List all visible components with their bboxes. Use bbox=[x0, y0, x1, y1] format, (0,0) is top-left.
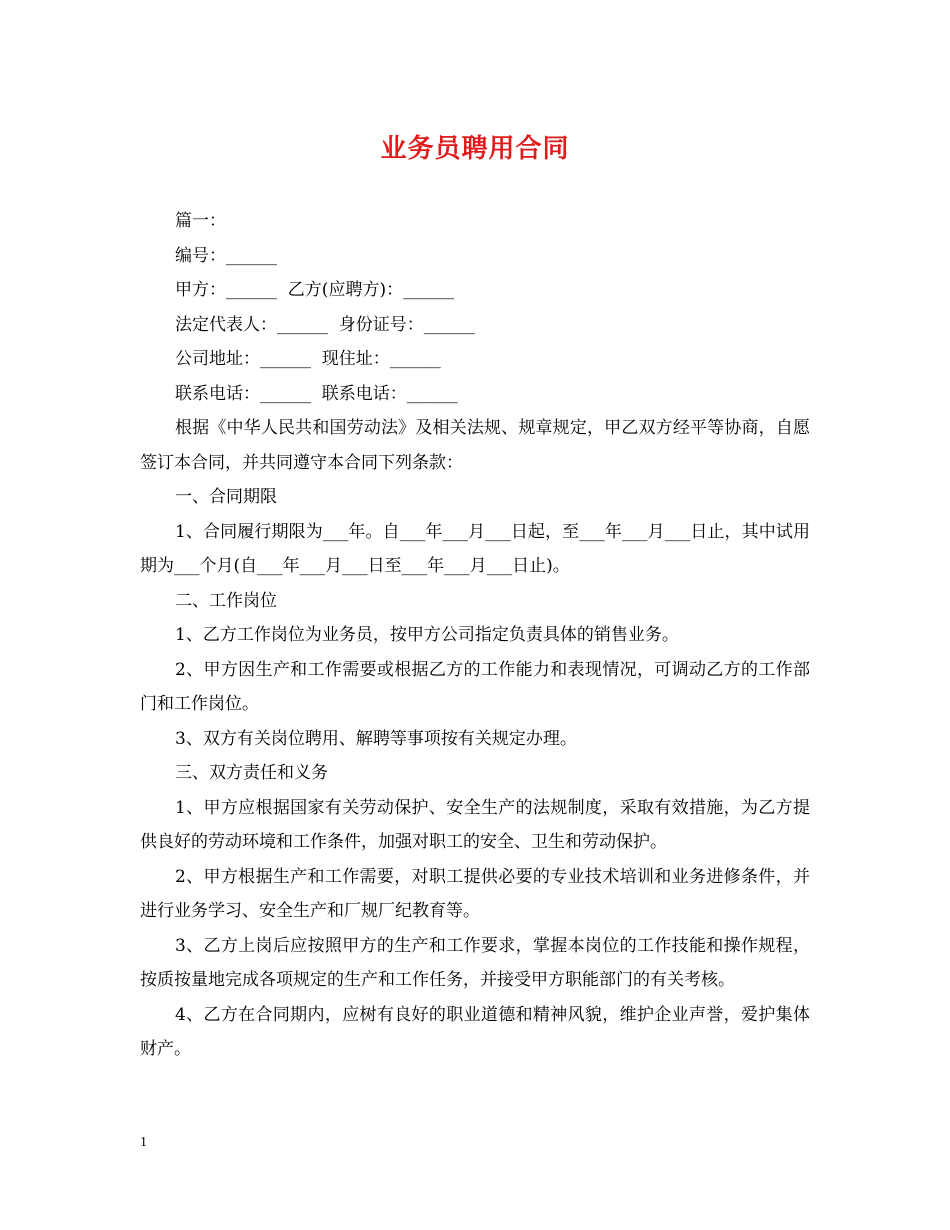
paragraph: 篇一： bbox=[175, 211, 226, 231]
paragraph: 2、甲方根据生产和工作需要，对职工提供必要的专业技术培训和业务进修条件，并进行业务学习、安全生产和厂规厂纪教育等。 bbox=[140, 866, 810, 921]
section-heading: 一、合同期限 bbox=[175, 487, 277, 507]
section-heading: 三、双方责任和义务 bbox=[175, 763, 328, 783]
paragraph: 编号：______ bbox=[175, 245, 277, 266]
paragraph: 甲方：______ 乙方(应聘方)：______ bbox=[175, 280, 455, 300]
paragraph: 3、双方有关岗位聘用、解聘等事项按有关规定办理。 bbox=[175, 728, 577, 749]
section-heading: 二、工作岗位 bbox=[175, 590, 277, 611]
page-number: 1 bbox=[140, 1135, 147, 1150]
document-title: 业务员聘用合同 bbox=[380, 134, 570, 164]
paragraph: 1、甲方应根据国家有关劳动保护、安全生产的法规制度，采取有效措施，为乙方提供良好的劳动环境和工作条件，加强对职工的安全、卫生和劳动保护。 bbox=[140, 797, 810, 852]
document-body bbox=[140, 204, 810, 1067]
paragraph: 3、乙方上岗后应按照甲方的生产和工作要求，掌握本岗位的工作技能和操作规程，按质按量地完成各项规定的生产和工作任务，并接受甲方职能部门的有关考核。 bbox=[140, 935, 810, 990]
paragraph: 法定代表人：______ 身份证号：______ bbox=[175, 314, 475, 335]
paragraph: 联系电话：______ 联系电话：______ bbox=[175, 383, 458, 404]
paragraph: 根据《中华人民共和国劳动法》及相关法规、规章规定，甲乙双方经平等协商，自愿签订本合同，并共同遵守本合同下列条款： bbox=[140, 418, 810, 473]
paragraph: 2、甲方因生产和工作需要或根据乙方的工作能力和表现情况，可调动乙方的工作部门和工作岗位。 bbox=[140, 659, 810, 714]
paragraph: 1、合同履行期限为___年。自___年___月___日起，至___年___月___日止，其中试用期为___个月(自___年___月___日至___年___月___日止)。 bbox=[140, 521, 810, 576]
paragraph: 公司地址：______ 现住址：______ bbox=[175, 349, 441, 369]
paragraph: 4、乙方在合同期内，应树有良好的职业道德和精神风貌，维护企业声誉，爱护集体财产。 bbox=[140, 1004, 810, 1059]
paragraph: 1、乙方工作岗位为业务员，按甲方公司指定负责具体的销售业务。 bbox=[175, 625, 679, 645]
